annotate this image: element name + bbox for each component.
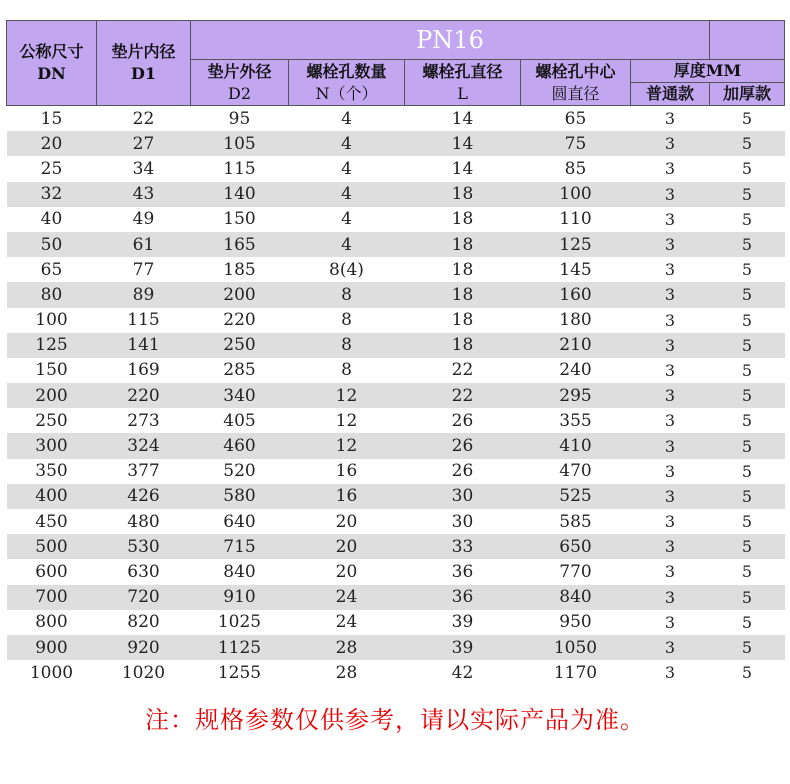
cell-bolt-count: 8	[341, 310, 352, 331]
cell-thickness-thick: 5	[741, 411, 753, 431]
cell-thickness-thick: 5	[710, 534, 785, 559]
cell-d1: 920	[97, 635, 191, 660]
cell-bolt-count: 8(4)	[329, 259, 364, 280]
cell-dn: 100	[35, 310, 68, 331]
cell-d1: 273	[127, 410, 160, 431]
cell-bolt-diameter: 18	[405, 182, 521, 207]
table-row	[7, 182, 785, 207]
cell-d1: 141	[97, 333, 191, 358]
cell-pitch-circle: 525	[521, 484, 631, 509]
cell-d1: 22	[132, 108, 155, 129]
cell-dn: 350	[35, 461, 68, 482]
cell-thickness-normal: 3	[631, 232, 710, 257]
cell-d2: 150	[223, 209, 256, 230]
cell-pitch-circle: 410	[521, 433, 631, 458]
cell-bolt-diameter: 18	[451, 310, 474, 331]
cell-thickness-normal: 3	[631, 484, 710, 509]
cell-bolt-diameter: 26	[405, 433, 521, 458]
header-d1-code: D1	[130, 64, 156, 83]
cell-dn: 600	[35, 561, 68, 582]
cell-bolt-count: 16	[335, 461, 358, 482]
table-row	[7, 383, 785, 408]
cell-dn: 25	[40, 158, 63, 179]
cell-bolt-count: 4	[341, 209, 352, 230]
cell-pitch-circle: 65	[564, 108, 587, 129]
header-thickness-normal: 普通款	[631, 83, 710, 106]
cell-thickness-normal: 3	[631, 333, 710, 358]
header-d1-cn: 垫片内径	[111, 42, 176, 61]
cell-bolt-count: 12	[289, 433, 405, 458]
table-row	[7, 207, 785, 232]
cell-bolt-diameter: 18	[405, 333, 521, 358]
cell-bolt-diameter: 14	[451, 158, 474, 179]
cell-pitch-circle: 650	[521, 534, 631, 559]
cell-d1: 630	[127, 561, 160, 582]
cell-pitch-circle: 100	[521, 182, 631, 207]
header-bolt-diameter-cn: 螺栓孔直径	[422, 61, 503, 81]
table-row	[7, 484, 785, 509]
cell-d2: 115	[223, 158, 256, 179]
cell-thickness-normal: 3	[664, 360, 676, 380]
cell-d2: 200	[191, 282, 289, 307]
cell-dn: 1000	[29, 662, 74, 683]
cell-bolt-diameter: 22	[405, 383, 521, 408]
header-bolt-diameter	[405, 60, 521, 106]
table-row	[7, 559, 785, 584]
cell-d1: 115	[127, 310, 160, 331]
cell-d1: 89	[97, 282, 191, 307]
cell-d1: 49	[132, 209, 155, 230]
cell-bolt-count: 24	[289, 585, 405, 610]
cell-d2: 1255	[217, 662, 262, 683]
cell-thickness-normal: 3	[664, 512, 676, 532]
table-row	[7, 333, 785, 358]
cell-bolt-count: 12	[335, 410, 358, 431]
cell-d1: 426	[97, 484, 191, 509]
header-dn-code: DN	[37, 64, 66, 83]
cell-bolt-count: 4	[289, 232, 405, 257]
cell-thickness-normal: 3	[631, 534, 710, 559]
cell-d2: 140	[191, 182, 289, 207]
cell-pitch-circle: 355	[559, 410, 592, 431]
cell-pitch-circle: 110	[559, 209, 592, 230]
cell-bolt-count: 28	[335, 662, 358, 683]
header-pitch-circle	[521, 60, 631, 106]
cell-thickness-normal: 3	[631, 383, 710, 408]
cell-dn: 50	[7, 232, 97, 257]
cell-bolt-diameter: 14	[405, 131, 521, 156]
cell-bolt-count: 28	[289, 635, 405, 660]
table-body	[7, 106, 785, 686]
cell-thickness-normal: 3	[631, 635, 710, 660]
cell-thickness-thick: 5	[710, 333, 785, 358]
table-row	[7, 131, 785, 156]
cell-dn: 65	[40, 259, 63, 280]
cell-d2: 910	[191, 585, 289, 610]
header-dn-cn: 公称尺寸	[19, 42, 84, 61]
cell-thickness-thick: 5	[741, 109, 753, 129]
cell-d2: 405	[223, 410, 256, 431]
cell-thickness-normal: 3	[664, 260, 676, 280]
cell-d2: 185	[223, 259, 256, 280]
cell-thickness-thick: 5	[710, 484, 785, 509]
cell-pitch-circle: 145	[559, 259, 592, 280]
cell-bolt-diameter: 39	[405, 635, 521, 660]
cell-bolt-diameter: 30	[405, 484, 521, 509]
cell-bolt-diameter: 30	[451, 511, 474, 532]
cell-thickness-normal: 3	[631, 131, 710, 156]
header-bolt-count-cn: 螺栓孔数量	[306, 61, 387, 81]
cell-bolt-diameter: 14	[451, 108, 474, 129]
cell-dn: 20	[7, 131, 97, 156]
cell-thickness-thick: 5	[710, 232, 785, 257]
cell-pitch-circle: 470	[559, 461, 592, 482]
cell-thickness-normal: 3	[631, 282, 710, 307]
table-row	[7, 585, 785, 610]
cell-d1: 1020	[121, 662, 166, 683]
header-d2	[191, 60, 289, 106]
table-row	[7, 408, 785, 433]
cell-thickness-normal: 3	[664, 159, 676, 179]
cell-thickness-normal: 3	[664, 310, 676, 330]
cell-bolt-diameter: 36	[405, 585, 521, 610]
cell-d1: 61	[97, 232, 191, 257]
cell-pitch-circle: 1170	[553, 662, 598, 683]
header-pitch-circle-cn1: 螺栓孔中心	[535, 61, 616, 81]
cell-thickness-normal: 3	[631, 433, 710, 458]
cell-dn: 32	[7, 182, 97, 207]
cell-bolt-count: 24	[335, 612, 358, 633]
cell-thickness-thick: 5	[710, 131, 785, 156]
header-d1	[97, 21, 191, 106]
cell-bolt-diameter: 39	[451, 612, 474, 633]
cell-dn: 125	[7, 333, 97, 358]
cell-thickness-thick: 5	[741, 461, 753, 481]
cell-pitch-circle: 125	[521, 232, 631, 257]
table-row	[7, 509, 785, 534]
cell-pitch-circle: 295	[521, 383, 631, 408]
cell-d2: 840	[223, 561, 256, 582]
cell-bolt-diameter: 18	[405, 232, 521, 257]
cell-dn: 40	[40, 209, 63, 230]
header-pressure-class: PN16	[191, 21, 710, 60]
cell-pitch-circle: 210	[521, 333, 631, 358]
table-row	[7, 257, 785, 282]
table-row	[7, 232, 785, 257]
header-thickness-thick: 加厚款	[710, 83, 785, 106]
header-thickness: 厚度MM	[631, 60, 785, 83]
header-bolt-diameter-code: L	[457, 83, 468, 103]
header-bolt-count-code: N（个）	[315, 83, 378, 103]
cell-bolt-diameter: 18	[451, 209, 474, 230]
cell-bolt-count: 12	[289, 383, 405, 408]
cell-thickness-normal: 3	[631, 182, 710, 207]
header-blank-cell	[710, 21, 785, 60]
cell-pitch-circle: 240	[559, 360, 592, 381]
cell-d1: 43	[97, 182, 191, 207]
table-row	[7, 459, 785, 484]
cell-d2: 220	[223, 310, 256, 331]
cell-dn: 15	[40, 108, 63, 129]
cell-pitch-circle: 1050	[521, 635, 631, 660]
table-row	[7, 610, 785, 635]
cell-d2: 105	[191, 131, 289, 156]
cell-d1: 530	[97, 534, 191, 559]
cell-thickness-thick: 5	[710, 433, 785, 458]
cell-pitch-circle: 85	[564, 158, 587, 179]
cell-bolt-diameter: 26	[451, 461, 474, 482]
cell-thickness-normal: 3	[631, 585, 710, 610]
cell-pitch-circle: 160	[521, 282, 631, 307]
cell-dn: 500	[7, 534, 97, 559]
cell-bolt-diameter: 18	[451, 259, 474, 280]
cell-d1: 720	[97, 585, 191, 610]
cell-dn: 300	[7, 433, 97, 458]
cell-d1: 169	[127, 360, 160, 381]
cell-bolt-diameter: 22	[451, 360, 474, 381]
cell-d2: 640	[223, 511, 256, 532]
cell-thickness-thick: 5	[710, 182, 785, 207]
cell-bolt-count: 8	[289, 333, 405, 358]
table-row	[7, 433, 785, 458]
cell-d1: 820	[127, 612, 160, 633]
cell-thickness-thick: 5	[741, 260, 753, 280]
table-row	[7, 106, 785, 132]
cell-thickness-thick: 5	[741, 310, 753, 330]
cell-d2: 715	[191, 534, 289, 559]
disclaimer-note: 注：规格参数仅供参考，请以实际产品为准。	[145, 706, 645, 734]
cell-d2: 165	[191, 232, 289, 257]
cell-dn: 80	[7, 282, 97, 307]
cell-thickness-thick: 5	[741, 612, 753, 632]
cell-thickness-normal: 3	[664, 612, 676, 632]
cell-bolt-diameter: 26	[451, 410, 474, 431]
cell-thickness-normal: 3	[664, 663, 676, 683]
table-row	[7, 534, 785, 559]
cell-dn: 200	[7, 383, 97, 408]
cell-dn: 450	[35, 511, 68, 532]
cell-bolt-count: 4	[289, 131, 405, 156]
cell-bolt-count: 20	[335, 561, 358, 582]
cell-d2: 95	[228, 108, 251, 129]
cell-bolt-count: 8	[341, 360, 352, 381]
cell-thickness-thick: 5	[741, 159, 753, 179]
cell-d2: 1025	[217, 612, 262, 633]
cell-dn: 150	[35, 360, 68, 381]
cell-thickness-thick: 5	[741, 663, 753, 683]
table-row	[7, 660, 785, 685]
cell-thickness-thick: 5	[710, 282, 785, 307]
cell-bolt-diameter: 36	[451, 561, 474, 582]
cell-d1: 220	[97, 383, 191, 408]
cell-d2: 580	[191, 484, 289, 509]
cell-bolt-count: 20	[289, 534, 405, 559]
cell-d1: 77	[132, 259, 155, 280]
header-bolt-count	[289, 60, 405, 106]
cell-d2: 460	[191, 433, 289, 458]
cell-d2: 1125	[191, 635, 289, 660]
table-row	[7, 635, 785, 660]
cell-pitch-circle: 840	[521, 585, 631, 610]
cell-thickness-thick: 5	[710, 635, 785, 660]
cell-bolt-diameter: 18	[405, 282, 521, 307]
cell-d1: 377	[127, 461, 160, 482]
gasket-spec-table	[6, 20, 785, 685]
table-row	[7, 358, 785, 383]
table-row	[7, 156, 785, 181]
cell-dn: 800	[35, 612, 68, 633]
cell-bolt-diameter: 42	[451, 662, 474, 683]
cell-pitch-circle: 180	[559, 310, 592, 331]
cell-thickness-thick: 5	[741, 209, 753, 229]
cell-bolt-count: 8	[289, 282, 405, 307]
header-pitch-circle-cn2: 圆直径	[551, 83, 600, 103]
cell-d2: 340	[191, 383, 289, 408]
cell-thickness-normal: 3	[664, 209, 676, 229]
cell-d1: 27	[97, 131, 191, 156]
cell-thickness-normal: 3	[664, 109, 676, 129]
cell-bolt-diameter: 33	[405, 534, 521, 559]
cell-d1: 480	[127, 511, 160, 532]
cell-d2: 285	[223, 360, 256, 381]
cell-bolt-count: 4	[341, 108, 352, 129]
cell-d1: 34	[132, 158, 155, 179]
header-d2-code: D2	[227, 83, 251, 103]
cell-thickness-normal: 3	[664, 411, 676, 431]
cell-dn: 400	[7, 484, 97, 509]
cell-thickness-thick: 5	[741, 360, 753, 380]
cell-bolt-count: 16	[289, 484, 405, 509]
cell-d1: 324	[97, 433, 191, 458]
header-d2-cn: 垫片外径	[207, 61, 272, 81]
cell-thickness-thick: 5	[710, 383, 785, 408]
header-dn	[7, 21, 97, 106]
table-header	[7, 21, 785, 106]
cell-thickness-thick: 5	[741, 512, 753, 532]
cell-thickness-normal: 3	[664, 562, 676, 582]
cell-thickness-thick: 5	[710, 585, 785, 610]
cell-pitch-circle: 585	[559, 511, 592, 532]
table-row	[7, 282, 785, 307]
cell-d2: 250	[191, 333, 289, 358]
cell-bolt-count: 4	[289, 182, 405, 207]
cell-dn: 700	[7, 585, 97, 610]
cell-dn: 900	[7, 635, 97, 660]
cell-bolt-count: 4	[341, 158, 352, 179]
table-row	[7, 308, 785, 333]
cell-pitch-circle: 950	[559, 612, 592, 633]
cell-thickness-normal: 3	[664, 461, 676, 481]
cell-pitch-circle: 75	[521, 131, 631, 156]
cell-pitch-circle: 770	[559, 561, 592, 582]
cell-thickness-thick: 5	[741, 562, 753, 582]
cell-dn: 250	[35, 410, 68, 431]
cell-bolt-count: 20	[335, 511, 358, 532]
cell-d2: 520	[223, 461, 256, 482]
